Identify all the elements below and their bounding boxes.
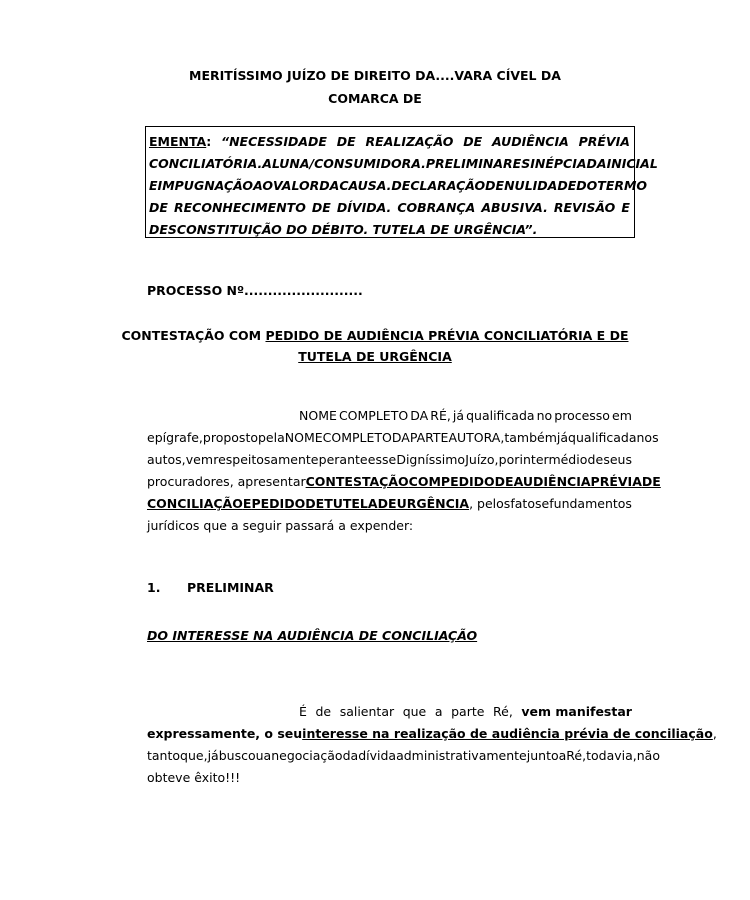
ementa-word: DA xyxy=(586,156,607,171)
word: autos, xyxy=(147,452,186,467)
paragraph-line xyxy=(147,449,632,471)
ementa-word: REVISÃO xyxy=(553,200,616,215)
word: Ré, xyxy=(493,704,513,719)
ementa-word: E xyxy=(621,200,630,215)
ementa-word: DECLARAÇÃO xyxy=(391,178,486,193)
word: perante xyxy=(318,452,368,467)
ementa-colon: : xyxy=(206,134,212,149)
word-bold: DE xyxy=(305,496,325,511)
ementa-label-wrap xyxy=(149,131,211,153)
ementa-word: DE xyxy=(336,134,356,149)
word-bold: TUTELA xyxy=(324,496,378,511)
word: dívida xyxy=(358,748,397,763)
word-bold: CONCILIAÇÃO xyxy=(147,496,243,511)
word-bold: CONTESTAÇÃO xyxy=(305,474,409,489)
word-bold: E xyxy=(242,496,252,511)
ementa-box xyxy=(145,126,658,238)
document-title-line-2 xyxy=(0,349,750,364)
ementa-line xyxy=(149,131,630,153)
words-plain: obteve êxito!!! xyxy=(147,770,241,785)
ementa-word: ABUSIVA. xyxy=(481,200,548,215)
word: processo xyxy=(554,408,610,423)
word: qualificada xyxy=(466,408,535,423)
word: todavia, xyxy=(586,748,637,763)
title-plain: CONTESTAÇÃO COM xyxy=(121,328,266,343)
ementa-word: CAUSA. xyxy=(339,178,392,193)
word: DA xyxy=(410,408,429,423)
word: parte xyxy=(451,704,485,719)
word: de xyxy=(315,704,332,719)
word: e xyxy=(541,496,550,511)
ementa-word: INÉPCIA xyxy=(530,156,587,171)
word: PARTE xyxy=(409,430,449,445)
ementa-word: DE xyxy=(463,134,483,149)
word: esse xyxy=(367,452,397,467)
ementa-line xyxy=(149,197,630,219)
paragraph-introduction xyxy=(147,405,661,537)
ementa-word: AO xyxy=(253,178,273,193)
word: que, xyxy=(180,748,208,763)
ementa-word: COBRANÇA xyxy=(397,200,476,215)
word: de xyxy=(587,452,604,467)
word: É xyxy=(299,704,307,719)
word: Digníssimo xyxy=(396,452,466,467)
word: RÉ, xyxy=(430,408,451,423)
words-plain: jurídicos que a seguir passará a expender: xyxy=(147,518,414,533)
ementa-word: AUDIÊNCIA xyxy=(491,134,569,149)
word: em xyxy=(612,408,632,423)
ementa-label: EMENTA xyxy=(149,134,207,149)
ementa-word: PRELIMINARES xyxy=(425,156,531,171)
word: já xyxy=(452,408,465,423)
section-title: PRELIMINAR xyxy=(187,580,274,595)
ementa-line xyxy=(149,219,630,241)
ementa-word: DESCONSTITUIÇÃO DO DÉBITO. TUTELA DE URGÊNCIA”. xyxy=(149,222,538,237)
word-group xyxy=(397,493,511,515)
word: respeitosamente xyxy=(213,452,319,467)
word: NOME xyxy=(284,430,323,445)
word: buscou xyxy=(218,748,264,763)
section-heading xyxy=(147,580,274,595)
word: qualificada xyxy=(568,430,637,445)
ementa-word: INICIAL xyxy=(606,156,658,171)
court-header-line-2: COMARCA DE xyxy=(328,91,422,106)
ementa-line xyxy=(149,175,648,197)
ementa-word: E xyxy=(149,178,158,193)
word: que xyxy=(402,704,427,719)
title-underlined-1: PEDIDO DE AUDIÊNCIA PRÉVIA CONCILIATÓRIA E DE xyxy=(265,328,629,343)
word: pela xyxy=(258,430,285,445)
ementa-line xyxy=(149,153,658,175)
paragraph-line xyxy=(147,723,717,745)
word: no xyxy=(536,408,553,423)
ementa-word: DO xyxy=(576,178,598,193)
word-bold: DE xyxy=(641,474,661,489)
word: seus xyxy=(603,452,632,467)
ementa-word: VALOR xyxy=(272,178,320,193)
word: já xyxy=(556,430,569,445)
ementa-word: CONCILIATÓRIA. xyxy=(149,156,263,171)
word-group xyxy=(302,723,717,745)
word: a xyxy=(434,704,443,719)
word-bold: COM xyxy=(408,474,441,489)
ementa-word: DE xyxy=(485,178,505,193)
word: proposto xyxy=(202,430,258,445)
word: também xyxy=(504,430,557,445)
ementa-word: TERMO xyxy=(597,178,648,193)
word: administrativamente xyxy=(396,748,527,763)
word: da xyxy=(342,748,359,763)
words-bold: vem manifestar xyxy=(521,704,632,719)
word: já xyxy=(207,748,219,763)
word: junto xyxy=(526,748,559,763)
paragraph-conciliation xyxy=(147,701,717,789)
word: por xyxy=(498,452,520,467)
word: COMPLETO xyxy=(338,408,409,423)
word: , pelos xyxy=(469,496,511,511)
word: fundamentos xyxy=(549,496,632,511)
subsection-heading: DO INTERESSE NA AUDIÊNCIA DE CONCILIAÇÃO xyxy=(147,628,478,643)
ementa-word: DA xyxy=(319,178,340,193)
word: salientar xyxy=(339,704,395,719)
word: COMPLETO xyxy=(322,430,392,445)
word: intermédio xyxy=(519,452,588,467)
word-bold: AUDIÊNCIA xyxy=(513,474,591,489)
word: tanto xyxy=(147,748,181,763)
word: negociação xyxy=(271,748,343,763)
word-bold: PEDIDO xyxy=(440,474,495,489)
word: fatos xyxy=(510,496,542,511)
word: Ré, xyxy=(566,748,587,763)
comma: , xyxy=(712,726,717,741)
ementa-word: NULIDADE xyxy=(504,178,577,193)
word: a xyxy=(558,748,567,763)
court-header-line-1: MERITÍSSIMO JUÍZO DE DIREITO DA....VARA CÍVEL DA xyxy=(189,68,561,83)
words-bold: expressamente, o seu xyxy=(147,726,303,741)
paragraph-line xyxy=(147,767,632,789)
ementa-word: ALUNA/CONSUMIDORA. xyxy=(262,156,426,171)
paragraph-line xyxy=(147,493,632,515)
paragraph-line xyxy=(147,515,632,537)
ementa-word: DE xyxy=(311,200,331,215)
ementa-word: DE xyxy=(149,200,168,215)
ementa-word: RECONHECIMENTO xyxy=(173,200,306,215)
word: Juízo, xyxy=(465,452,499,467)
paragraph-line xyxy=(147,745,660,767)
paragraph-line xyxy=(147,471,661,493)
ementa-word: REALIZAÇÃO xyxy=(365,134,454,149)
word-bold: URGÊNCIA xyxy=(396,496,470,511)
words-plain: procuradores, apresentar xyxy=(147,474,306,489)
document-title-line-1 xyxy=(0,328,750,343)
word: vem xyxy=(185,452,214,467)
word: DA xyxy=(391,430,410,445)
word-bold: DE xyxy=(377,496,397,511)
paragraph-line xyxy=(147,405,632,427)
ementa-word: DÍVIDA. xyxy=(336,200,392,215)
word: não xyxy=(636,748,660,763)
ementa-word: IMPUGNAÇÃO xyxy=(157,178,254,193)
word: AUTORA, xyxy=(448,430,505,445)
title-underlined-2: TUTELA DE URGÊNCIA xyxy=(298,349,452,364)
word: nos xyxy=(636,430,659,445)
paragraph-line xyxy=(147,427,659,449)
process-number: PROCESSO Nº......................... xyxy=(147,283,363,298)
words-bold-underlined: interesse na realização de audiência prévia de conciliação xyxy=(302,726,713,741)
ementa-word: “NECESSIDADE xyxy=(221,134,327,149)
word-bold: DE xyxy=(494,474,514,489)
word-bold: PRÉVIA xyxy=(590,474,642,489)
word-bold: PEDIDO xyxy=(251,496,306,511)
section-number: 1. xyxy=(147,580,161,595)
paragraph-line xyxy=(147,701,632,723)
word: epígrafe, xyxy=(147,430,203,445)
word: NOME xyxy=(299,408,337,423)
word: a xyxy=(263,748,272,763)
ementa-word: PRÉVIA xyxy=(578,134,630,149)
